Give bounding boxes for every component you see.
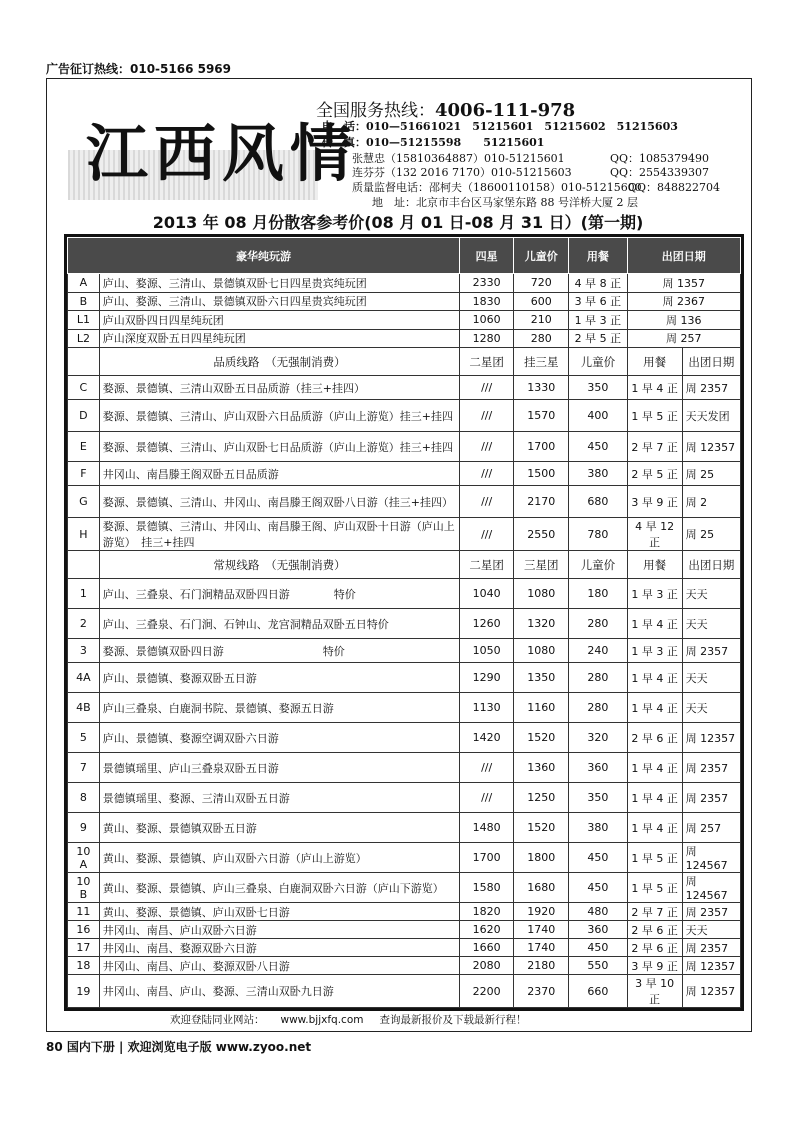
departure-date: 周 124567 <box>682 843 740 873</box>
price-table <box>67 237 741 1008</box>
price-child: 240 <box>569 639 627 663</box>
footer-website <box>170 1012 526 1027</box>
quality-header-p1: 二星团 <box>460 348 514 376</box>
luxury-header-date: 出团日期 <box>627 238 740 274</box>
quality-header-p2: 挂三星 <box>514 348 569 376</box>
route-name: 婺源、景德镇、三清山、庐山双卧七日品质游（庐山上游览）挂三+挂四 <box>99 432 459 462</box>
hotline-number: 4006-111-978 <box>435 100 576 121</box>
meal: 1 早 4 正 <box>627 376 682 400</box>
hotline-label: 全国服务热线： <box>316 101 435 121</box>
price-child: 360 <box>569 753 627 783</box>
price-tier-2: 2180 <box>514 957 569 975</box>
footer-url[interactable]: www.bjjxfq.com <box>280 1014 364 1026</box>
meal: 4 早 12 正 <box>627 518 682 551</box>
price-tier-2: 1320 <box>514 609 569 639</box>
table-row <box>68 376 741 400</box>
route-code: 1 <box>68 579 100 609</box>
table-row <box>68 783 741 813</box>
table-row <box>68 903 741 921</box>
route-name: 井冈山、南昌、庐山双卧六日游 <box>99 921 459 939</box>
meal: 1 早 4 正 <box>627 663 682 693</box>
table-row <box>68 939 741 957</box>
table-row <box>68 693 741 723</box>
route-name: 井冈山、南昌、庐山、婺源、三清山双卧九日游 <box>99 975 459 1008</box>
price-tier-1: 1820 <box>460 903 514 921</box>
price-child: 600 <box>514 292 569 311</box>
route-code: 5 <box>68 723 100 753</box>
route-code: 18 <box>68 957 100 975</box>
meal: 2 早 5 正 <box>627 462 682 486</box>
price-tier-1: 1700 <box>460 843 514 873</box>
price-child: 550 <box>569 957 627 975</box>
meal: 3 早 10 正 <box>627 975 682 1008</box>
price-tier-1: 1040 <box>460 579 514 609</box>
price-tier-2: 2550 <box>514 518 569 551</box>
price-child: 380 <box>569 462 627 486</box>
route-name: 黄山、婺源、景德镇双卧五日游 <box>99 813 459 843</box>
table-row <box>68 975 741 1008</box>
meal: 3 早 9 正 <box>627 486 682 518</box>
departure-date: 周 2357 <box>682 376 740 400</box>
departure-date: 周 2357 <box>682 939 740 957</box>
fax-line: 传 真：010—51215598 51215601 <box>322 136 545 149</box>
price-tier-1: 1420 <box>460 723 514 753</box>
table-row <box>68 274 741 293</box>
meal: 3 早 6 正 <box>569 292 627 311</box>
table-row <box>68 292 741 311</box>
meal: 3 早 9 正 <box>627 957 682 975</box>
departure-date: 天天 <box>682 693 740 723</box>
price-tier-2: 1080 <box>514 579 569 609</box>
supervise-line: 质量监督电话：邵柯夫（18600110158）010-51215600 <box>352 181 642 194</box>
departure-date: 周 12357 <box>682 957 740 975</box>
quality-header-meal: 用餐 <box>627 348 682 376</box>
table-row <box>68 609 741 639</box>
price-tier-1: /// <box>460 486 514 518</box>
route-name: 井冈山、南昌、庐山、婺源双卧八日游 <box>99 957 459 975</box>
meal: 1 早 5 正 <box>627 873 682 903</box>
quality-header-row <box>68 348 741 376</box>
route-code: 8 <box>68 783 100 813</box>
table-row <box>68 843 741 873</box>
address-line: 地 址：北京市丰台区马家堡东路 88 号洋桥大厦 2 层 <box>372 196 638 209</box>
price-child: 400 <box>569 400 627 432</box>
route-code: 19 <box>68 975 100 1008</box>
price-tier-1: /// <box>460 376 514 400</box>
route-code: A <box>68 274 100 293</box>
price-tier-1: /// <box>460 518 514 551</box>
route-name: 婺源、景德镇、三清山双卧五日品质游（挂三+挂四） <box>99 376 459 400</box>
departure-date: 天天 <box>682 579 740 609</box>
price-tier-2: 1500 <box>514 462 569 486</box>
logo-title: 江西风情 <box>86 117 359 190</box>
price-child: 480 <box>569 903 627 921</box>
meal: 1 早 4 正 <box>627 609 682 639</box>
price-tier-2: 1920 <box>514 903 569 921</box>
price-tier-2: 1080 <box>514 639 569 663</box>
price-four-star: 2330 <box>460 274 514 293</box>
table-row <box>68 518 741 551</box>
route-code: 17 <box>68 939 100 957</box>
quality-header-date: 出团日期 <box>682 348 740 376</box>
luxury-header-row <box>68 238 741 274</box>
luxury-header-title: 豪华纯玩游 <box>68 238 460 274</box>
contact-qq-2: QQ：2554339307 <box>610 166 710 179</box>
route-code: H <box>68 518 100 551</box>
table-row <box>68 813 741 843</box>
price-child: 350 <box>569 376 627 400</box>
table-row <box>68 957 741 975</box>
price-tier-2: 1520 <box>514 723 569 753</box>
price-tier-1: 1260 <box>460 609 514 639</box>
price-tier-1: /// <box>460 753 514 783</box>
meal: 2 早 5 正 <box>569 329 627 348</box>
departure-date: 周 136 <box>627 311 740 330</box>
route-name: 庐山、婺源、三清山、景德镇双卧六日四星贵宾纯玩团 <box>99 292 459 311</box>
route-name: 黄山、婺源、景德镇、庐山三叠泉、白鹿洞双卧六日游（庐山下游览） <box>99 873 459 903</box>
price-four-star: 1060 <box>460 311 514 330</box>
route-name: 井冈山、南昌滕王阁双卧五日品质游 <box>99 462 459 486</box>
meal: 1 早 4 正 <box>627 813 682 843</box>
price-tier-2: 1160 <box>514 693 569 723</box>
route-name: 景德镇瑶里、庐山三叠泉双卧五日游 <box>99 753 459 783</box>
section-spacer <box>68 348 100 376</box>
route-code: 7 <box>68 753 100 783</box>
price-tier-1: 1620 <box>460 921 514 939</box>
table-row <box>68 400 741 432</box>
table-row <box>68 921 741 939</box>
departure-date: 周 2357 <box>682 639 740 663</box>
regular-header-p1: 二星团 <box>460 551 514 579</box>
route-code: L1 <box>68 311 100 330</box>
route-code: L2 <box>68 329 100 348</box>
meal: 1 早 3 正 <box>569 311 627 330</box>
route-name: 黄山、婺源、景德镇、庐山双卧六日游（庐山上游览） <box>99 843 459 873</box>
regular-header-child: 儿童价 <box>569 551 627 579</box>
price-tier-1: 1480 <box>460 813 514 843</box>
departure-date: 天天 <box>682 663 740 693</box>
departure-date: 周 12357 <box>682 432 740 462</box>
departure-date: 天天 <box>682 921 740 939</box>
route-code: 4B <box>68 693 100 723</box>
route-name: 庐山、婺源、三清山、景德镇双卧七日四星贵宾纯玩团 <box>99 274 459 293</box>
meal: 1 早 4 正 <box>627 783 682 813</box>
departure-date: 周 124567 <box>682 873 740 903</box>
price-child: 350 <box>569 783 627 813</box>
meal: 1 早 3 正 <box>627 579 682 609</box>
route-name: 景德镇瑶里、婺源、三清山双卧五日游 <box>99 783 459 813</box>
departure-date: 天天 <box>682 609 740 639</box>
table-row <box>68 432 741 462</box>
price-child: 450 <box>569 843 627 873</box>
meal: 4 早 8 正 <box>569 274 627 293</box>
price-child: 320 <box>569 723 627 753</box>
contact-qq-3: QQ：848822704 <box>628 181 721 194</box>
departure-date: 周 1357 <box>627 274 740 293</box>
meal: 1 早 4 正 <box>627 753 682 783</box>
table-row <box>68 462 741 486</box>
price-tier-2: 1800 <box>514 843 569 873</box>
route-name: 庐山深度双卧五日四星纯玩团 <box>99 329 459 348</box>
route-code: 11 <box>68 903 100 921</box>
price-tier-1: 2200 <box>460 975 514 1008</box>
price-title: 2013 年 08 月份散客参考价(08 月 01 日-08 月 31 日）(第一期) <box>152 213 644 232</box>
price-tier-1: /// <box>460 462 514 486</box>
route-name: 婺源、景德镇、三清山、井冈山、南昌滕王阁、庐山双卧十日游（庐山上游览） 挂三+挂四 <box>99 518 459 551</box>
departure-date: 周 25 <box>682 462 740 486</box>
price-tier-1: 1050 <box>460 639 514 663</box>
price-tier-2: 1740 <box>514 939 569 957</box>
departure-date: 周 12357 <box>682 723 740 753</box>
route-code: 9 <box>68 813 100 843</box>
price-tier-2: 1680 <box>514 873 569 903</box>
price-child: 280 <box>569 609 627 639</box>
departure-date: 周 257 <box>627 329 740 348</box>
table-row <box>68 753 741 783</box>
luxury-header-meal: 用餐 <box>569 238 627 274</box>
departure-date: 周 2 <box>682 486 740 518</box>
table-row <box>68 486 741 518</box>
price-child: 680 <box>569 486 627 518</box>
departure-date: 周 25 <box>682 518 740 551</box>
price-tier-2: 2370 <box>514 975 569 1008</box>
price-tier-2: 1330 <box>514 376 569 400</box>
price-child: 380 <box>569 813 627 843</box>
price-tier-2: 2170 <box>514 486 569 518</box>
regular-header-row <box>68 551 741 579</box>
departure-date: 周 257 <box>682 813 740 843</box>
price-four-star: 1830 <box>460 292 514 311</box>
price-four-star: 1280 <box>460 329 514 348</box>
price-child: 660 <box>569 975 627 1008</box>
route-code: E <box>68 432 100 462</box>
price-tier-2: 1250 <box>514 783 569 813</box>
route-code: C <box>68 376 100 400</box>
departure-date: 天天发团 <box>682 400 740 432</box>
route-name: 庐山、三叠泉、石门涧、石钟山、龙宫洞精品双卧五日特价 <box>99 609 459 639</box>
table-row <box>68 873 741 903</box>
regular-header-date: 出团日期 <box>682 551 740 579</box>
meal: 1 早 3 正 <box>627 639 682 663</box>
departure-date: 周 2367 <box>627 292 740 311</box>
phone-line: 电 话：010—51661021 51215601 51215602 51215603 <box>322 120 678 133</box>
footer-query: 查询最新报价及下载最新行程！ <box>379 1014 527 1026</box>
regular-header-meal: 用餐 <box>627 551 682 579</box>
ad-hotline: 广告征订热线：010-5166 5969 <box>46 62 232 76</box>
price-child: 180 <box>569 579 627 609</box>
table-row <box>68 723 741 753</box>
table-row <box>68 311 741 330</box>
price-tier-2: 1570 <box>514 400 569 432</box>
price-child: 360 <box>569 921 627 939</box>
contact-person-2: 连芬芬（132 2016 7170）010-51215603 <box>352 166 572 179</box>
route-code: 4A <box>68 663 100 693</box>
meal: 1 早 5 正 <box>627 400 682 432</box>
route-name: 井冈山、南昌、婺源双卧六日游 <box>99 939 459 957</box>
departure-date: 周 2357 <box>682 783 740 813</box>
price-tier-2: 1360 <box>514 753 569 783</box>
route-name: 庐山三叠泉、白鹿洞书院、景德镇、婺源五日游 <box>99 693 459 723</box>
route-name: 庐山、三叠泉、石门涧精品双卧四日游 特价 <box>99 579 459 609</box>
meal: 2 早 6 正 <box>627 723 682 753</box>
route-code: 10 A <box>68 843 100 873</box>
price-child: 720 <box>514 274 569 293</box>
route-name: 婺源、景德镇、三清山、井冈山、南昌滕王阁双卧八日游（挂三+挂四） <box>99 486 459 518</box>
footer-welcome: 欢迎登陆同业网站： <box>170 1014 265 1026</box>
meal: 2 早 6 正 <box>627 921 682 939</box>
route-code: 2 <box>68 609 100 639</box>
meal: 2 早 7 正 <box>627 903 682 921</box>
route-name: 庐山、景德镇、婺源空调双卧六日游 <box>99 723 459 753</box>
price-child: 450 <box>569 873 627 903</box>
contact-qq-1: QQ：1085379490 <box>610 152 710 165</box>
price-tier-1: 1130 <box>460 693 514 723</box>
route-name: 婺源、景德镇、三清山、庐山双卧六日品质游（庐山上游览）挂三+挂四 <box>99 400 459 432</box>
regular-header-p2: 三星团 <box>514 551 569 579</box>
departure-date: 周 2357 <box>682 753 740 783</box>
price-tier-1: 1580 <box>460 873 514 903</box>
route-code: D <box>68 400 100 432</box>
price-tier-2: 1520 <box>514 813 569 843</box>
price-child: 780 <box>569 518 627 551</box>
departure-date: 周 12357 <box>682 975 740 1008</box>
route-name: 婺源、景德镇双卧四日游 特价 <box>99 639 459 663</box>
price-tier-2: 1700 <box>514 432 569 462</box>
price-tier-2: 1740 <box>514 921 569 939</box>
route-name: 黄山、婺源、景德镇、庐山双卧七日游 <box>99 903 459 921</box>
route-name: 庐山、景德镇、婺源双卧五日游 <box>99 663 459 693</box>
price-child: 210 <box>514 311 569 330</box>
table-row <box>68 639 741 663</box>
regular-header-title: 常规线路 （无强制消费） <box>99 551 459 579</box>
meal: 1 早 5 正 <box>627 843 682 873</box>
route-code: F <box>68 462 100 486</box>
table-row <box>68 579 741 609</box>
section-spacer <box>68 551 100 579</box>
luxury-header-price: 四星 <box>460 238 514 274</box>
route-code: B <box>68 292 100 311</box>
departure-date: 周 2357 <box>682 903 740 921</box>
route-code: 10 B <box>68 873 100 903</box>
price-table-body <box>68 238 741 1008</box>
price-tier-2: 1350 <box>514 663 569 693</box>
meal: 1 早 4 正 <box>627 693 682 723</box>
table-row <box>68 329 741 348</box>
route-code: G <box>68 486 100 518</box>
price-tier-1: 1290 <box>460 663 514 693</box>
price-tier-1: /// <box>460 783 514 813</box>
price-child: 280 <box>514 329 569 348</box>
price-tier-1: /// <box>460 432 514 462</box>
route-code: 16 <box>68 921 100 939</box>
price-child: 280 <box>569 663 627 693</box>
table-row <box>68 663 741 693</box>
price-tier-1: 2080 <box>460 957 514 975</box>
route-code: 3 <box>68 639 100 663</box>
meal: 2 早 6 正 <box>627 939 682 957</box>
luxury-header-child: 儿童价 <box>514 238 569 274</box>
contact-person-1: 张慧忠（15810364887）010-51215601 <box>352 152 565 165</box>
price-tier-1: /// <box>460 400 514 432</box>
price-table-wrap <box>64 234 744 1011</box>
route-name: 庐山双卧四日四星纯玩团 <box>99 311 459 330</box>
quality-header-title: 品质线路 （无强制消费） <box>99 348 459 376</box>
price-child: 450 <box>569 939 627 957</box>
quality-header-child: 儿童价 <box>569 348 627 376</box>
price-child: 280 <box>569 693 627 723</box>
page-footer: 80 国内下册 | 欢迎浏览电子版 www.zyoo.net <box>46 1040 312 1054</box>
price-child: 450 <box>569 432 627 462</box>
meal: 2 早 7 正 <box>627 432 682 462</box>
price-tier-1: 1660 <box>460 939 514 957</box>
